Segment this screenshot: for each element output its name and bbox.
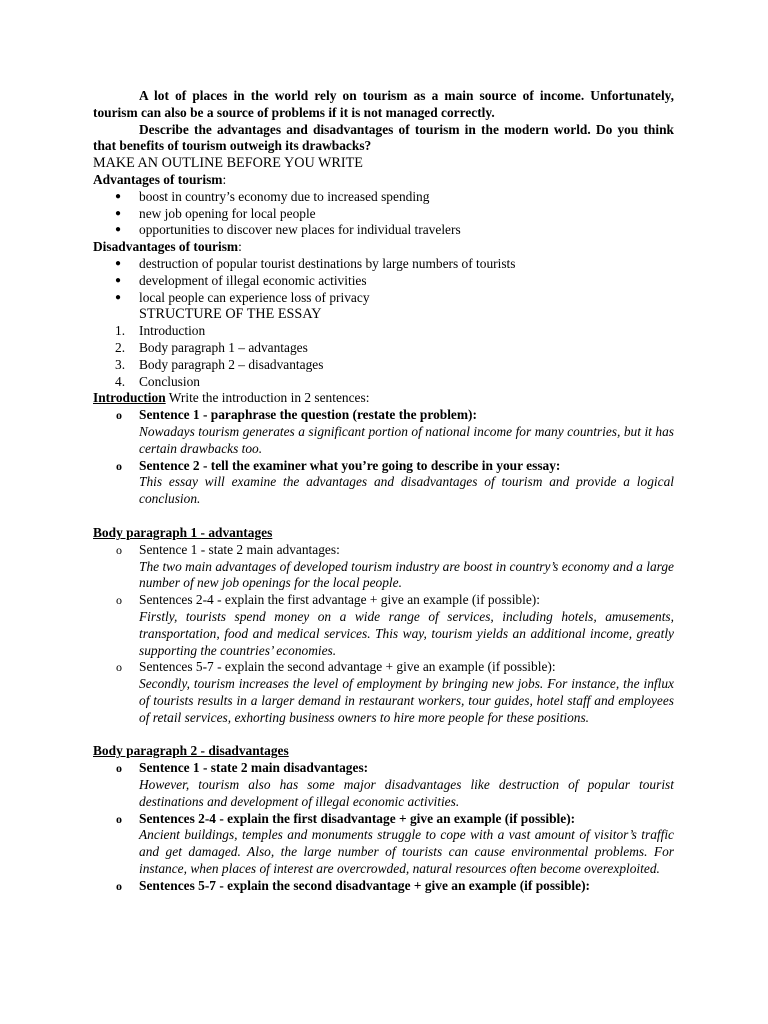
list-item-text: development of illegal economic activities xyxy=(139,272,367,288)
list-item-text: destruction of popular tourist destinations by large numbers of tourists xyxy=(139,255,516,271)
list-item xyxy=(93,592,674,659)
structure-list xyxy=(93,323,674,390)
advantages-label: Advantages of tourism xyxy=(93,171,223,187)
document-body xyxy=(93,88,674,895)
sentence-example: Nowadays tourism generates a significant portion of national income for many countries, but it has certain drawbacks too. xyxy=(139,423,674,456)
body1-heading: Body paragraph 1 - advantages xyxy=(93,524,273,540)
bullet-icon: ● xyxy=(115,207,122,219)
sentence-instruction: Sentences 5-7 - explain the second advantage + give an example (if possible): xyxy=(139,659,556,675)
list-item xyxy=(93,458,674,508)
list-item-text: local people can experience loss of privacy xyxy=(139,289,370,305)
circle-bullet-icon: o xyxy=(116,761,122,776)
list-item xyxy=(93,206,674,223)
list-item xyxy=(93,811,674,878)
sentence-example: Firstly, tourists spend money on a wide range of services, including hotels, amusements, transportation, food and medical services. This way, tourism yields an additional income, greatly supporting the countries’ economies. xyxy=(139,608,674,658)
disadvantages-list xyxy=(93,256,674,306)
list-number: 2. xyxy=(115,339,126,355)
disadvantages-label: Disadvantages of tourism xyxy=(93,239,239,255)
list-item xyxy=(93,659,674,726)
list-item xyxy=(93,374,674,391)
sentence-example: The two main advantages of developed tourism industry are boost in country’s economy and a large number of new job openings for the local people. xyxy=(139,558,674,591)
advantages-colon: : xyxy=(222,171,227,187)
introduction-heading xyxy=(93,390,674,407)
body1-list xyxy=(93,542,674,727)
sentence-instruction: Sentences 2-4 - explain the first disadvantage + give an example (if possible): xyxy=(139,810,576,826)
sentence-example: Ancient buildings, temples and monuments struggle to cope with a vast amount of visitor’s traffic and get damaged. Also, the large number of tourists can cause environmental problems. For instance, when places of interest are overcrowded, natural resources often become overexploited. xyxy=(139,827,674,877)
circle-bullet-icon: o xyxy=(116,878,122,893)
bullet-icon: ● xyxy=(115,274,122,286)
task-paragraph: Describe the advantages and disadvantages of tourism in the modern world. Do you think that benefits of tourism outweigh its drawbacks? xyxy=(93,121,674,154)
circle-bullet-icon: o xyxy=(116,660,122,675)
advantages-heading xyxy=(93,172,674,189)
spacer xyxy=(93,726,674,743)
list-item xyxy=(93,256,674,273)
list-item xyxy=(93,273,674,290)
outline-heading: MAKE AN OUTLINE BEFORE YOU WRITE xyxy=(93,155,363,172)
sentence-example: This essay will examine the advantages and disadvantages of tourism and provide a logical conclusion. xyxy=(139,474,674,507)
bullet-icon: ● xyxy=(115,291,122,303)
list-item xyxy=(93,357,674,374)
list-item xyxy=(93,340,674,357)
bullet-icon: ● xyxy=(115,190,122,202)
list-item xyxy=(93,542,674,592)
disadvantages-colon: : xyxy=(238,239,242,255)
intro-paragraph: A lot of places in the world rely on tourism as a main source of income. Unfortunately, tourism can also be a source of problems if it is not managed correctly. xyxy=(93,88,674,120)
list-number: 1. xyxy=(115,323,126,339)
list-item-text: boost in country’s economy due to increased spending xyxy=(139,188,430,204)
list-item xyxy=(93,290,674,307)
list-item xyxy=(93,189,674,206)
sentence-instruction: Sentences 5-7 - explain the second disadvantage + give an example (if possible): xyxy=(139,877,591,893)
body2-heading: Body paragraph 2 - disadvantages xyxy=(93,743,289,759)
list-item xyxy=(93,323,674,340)
list-item xyxy=(93,760,674,810)
advantages-list xyxy=(93,189,674,239)
bullet-icon: ● xyxy=(115,257,122,269)
sentence-instruction: Sentence 1 - paraphrase the question (restate the problem): xyxy=(139,407,477,423)
list-item-text: Conclusion xyxy=(139,373,201,389)
introduction-instruction: Write the introduction in 2 sentences: xyxy=(165,390,370,406)
spacer xyxy=(93,508,674,525)
structure-heading: STRUCTURE OF THE ESSAY xyxy=(139,306,322,323)
list-number: 4. xyxy=(115,373,126,389)
sentence-instruction: Sentence 1 - state 2 main advantages: xyxy=(139,541,340,557)
introduction-label: Introduction xyxy=(93,390,166,406)
circle-bullet-icon: o xyxy=(116,458,122,473)
list-number: 3. xyxy=(115,356,126,372)
sentence-instruction: Sentences 2-4 - explain the first advantage + give an example (if possible): xyxy=(139,592,540,608)
body2-list xyxy=(93,760,674,894)
sentence-instruction: Sentence 1 - state 2 main disadvantages: xyxy=(139,760,369,776)
list-item xyxy=(93,407,674,457)
circle-bullet-icon: o xyxy=(116,593,122,608)
sentence-example: Secondly, tourism increases the level of employment by bringing new jobs. For instance, the influx of tourists results in a larger demand in restaurant workers, tour guides, hotel staff and employees of retail services, exhorting business owners to hire more people for these positions. xyxy=(139,676,674,725)
introduction-list xyxy=(93,407,674,508)
list-item-text: Introduction xyxy=(139,323,206,339)
circle-bullet-icon: o xyxy=(116,811,122,826)
sentence-instruction: Sentence 2 - tell the examiner what you’re going to describe in your essay: xyxy=(139,457,561,473)
disadvantages-heading xyxy=(93,239,674,256)
list-item-text: Body paragraph 2 – disadvantages xyxy=(139,356,324,372)
circle-bullet-icon: o xyxy=(116,542,122,557)
list-item xyxy=(93,878,674,895)
sentence-example: However, tourism also has some major disadvantages like destruction of popular tourist destinations and development of illegal economic activities. xyxy=(139,777,674,809)
list-item xyxy=(93,222,674,239)
list-item-text: new job opening for local people xyxy=(139,205,316,221)
bullet-icon: ● xyxy=(115,224,122,236)
circle-bullet-icon: o xyxy=(116,408,122,423)
list-item-text: Body paragraph 1 – advantages xyxy=(139,339,308,355)
list-item-text: opportunities to discover new places for individual travelers xyxy=(139,222,461,238)
